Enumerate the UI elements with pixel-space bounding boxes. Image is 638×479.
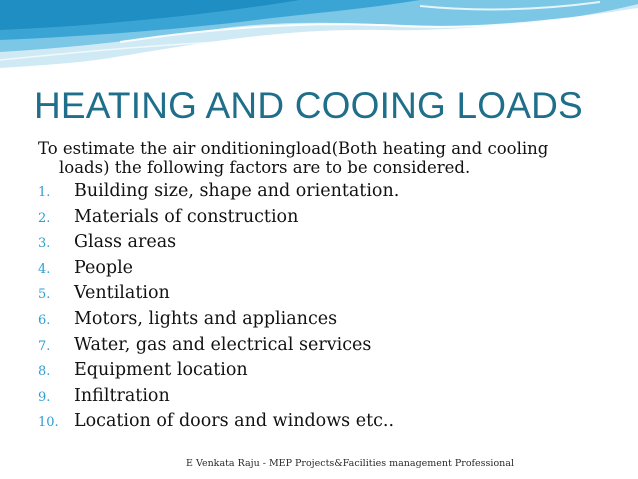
list-item-text: Materials of construction — [74, 206, 299, 227]
list-item-text: Water, gas and electrical services — [74, 334, 372, 355]
list-item — [38, 386, 618, 412]
list-item-text: Motors, lights and appliances — [74, 308, 338, 329]
list-item-number: 4. — [38, 261, 51, 277]
list-item-number: 1. — [38, 185, 51, 200]
intro-line-1: To estimate the air onditioningload(Both heating and cooling — [38, 139, 549, 158]
list-item — [38, 283, 618, 309]
intro-line-2: loads) the following factors are to be considered. — [59, 158, 471, 177]
list-item — [38, 181, 618, 207]
list-item-text: People — [74, 257, 134, 278]
list-item-text: Ventilation — [74, 283, 170, 304]
list-item-number: 5. — [38, 287, 51, 303]
list-item-text: Equipment location — [74, 360, 248, 381]
intro-text — [38, 139, 618, 177]
list-item-number: 6. — [38, 312, 51, 328]
list-item-number: 10. — [38, 415, 59, 431]
list-item-text: Location of doors and windows etc.. — [74, 411, 395, 432]
list-item — [38, 360, 618, 386]
list-item-number: 7. — [38, 338, 51, 354]
list-item — [38, 335, 618, 361]
list-item — [38, 411, 618, 437]
list-item-text: Building size, shape and orientation. — [74, 181, 400, 201]
list-item-text: Infiltration — [74, 385, 170, 406]
slide-footer: E Venkata Raju - MEP Projects&Facilities management Professional — [186, 458, 515, 469]
list-item-number: 9. — [38, 389, 51, 405]
slide-title: HEATING AND COOING LOADS — [34, 85, 583, 126]
list-item-text: Glass areas — [74, 232, 177, 253]
list-item-number: 3. — [38, 236, 51, 252]
list-item — [38, 207, 618, 233]
list-item — [38, 258, 618, 284]
list-item-number: 2. — [38, 210, 51, 226]
list-item — [38, 309, 618, 335]
list-item — [38, 232, 618, 258]
list-item-number: 8. — [38, 364, 51, 380]
header-wave-decoration — [0, 0, 638, 80]
factor-list — [38, 181, 618, 437]
